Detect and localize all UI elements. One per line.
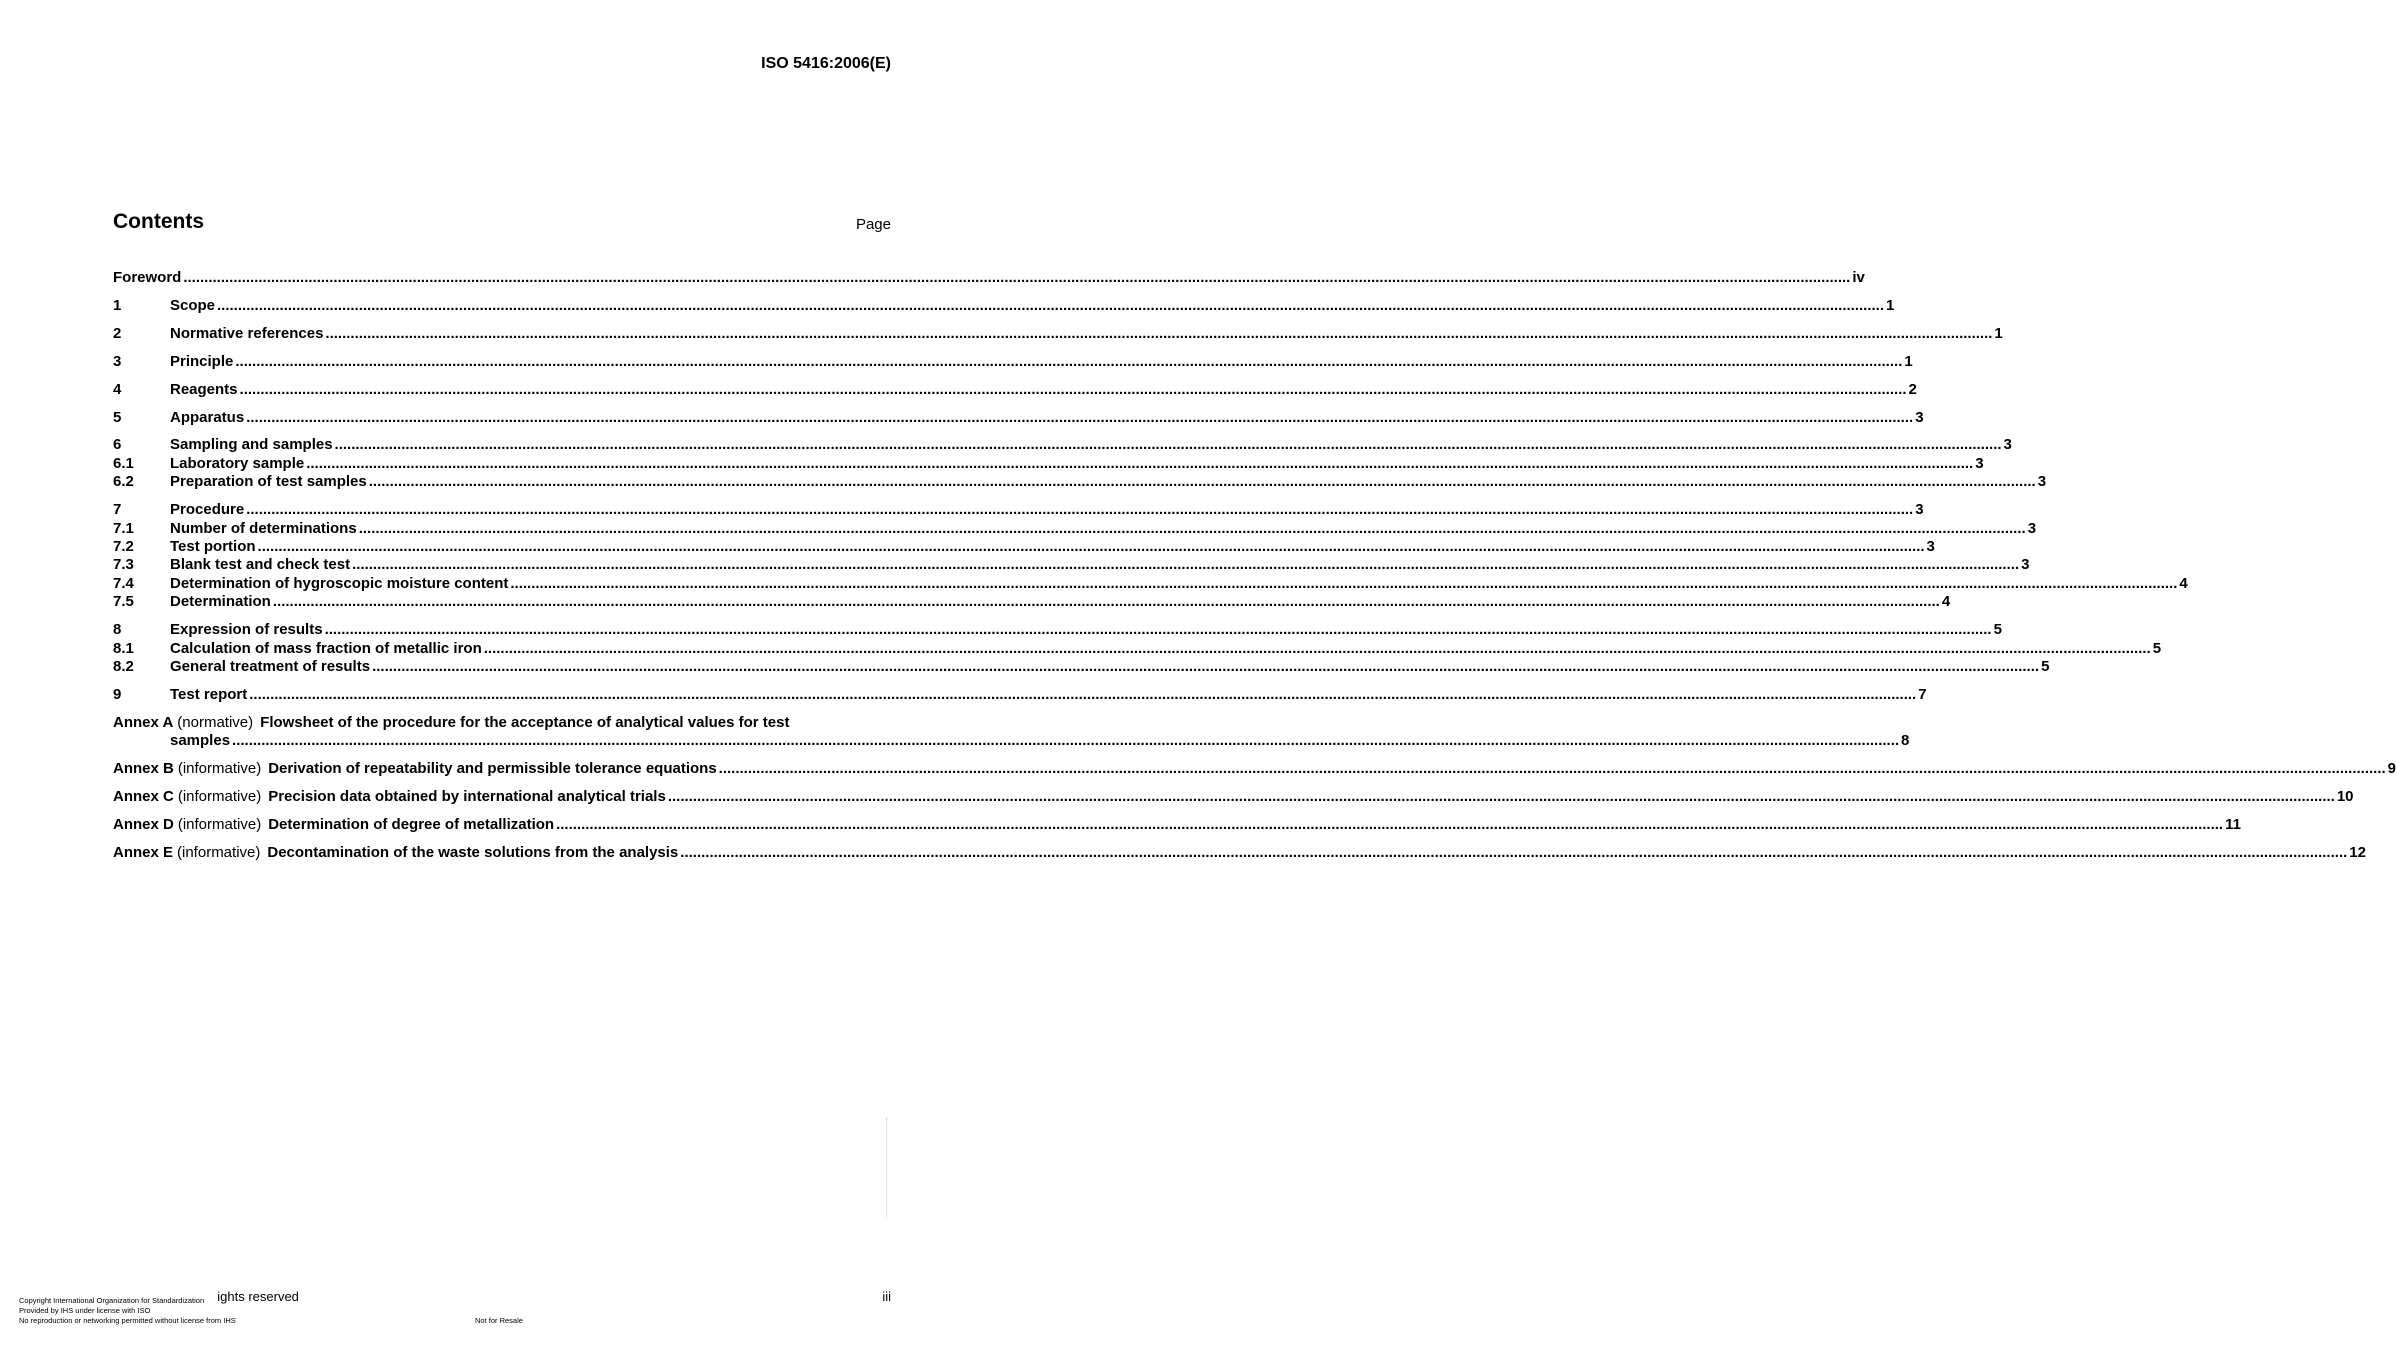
annex-label: Annex A <box>113 713 174 731</box>
toc-entry-title: Calculation of mass fraction of metallic iron <box>170 639 482 657</box>
toc-leader-dots: ................................................................................................................................................................................................................................................................................................................................................................................................................ <box>257 537 1925 555</box>
toc-entry-title: Principle <box>170 352 234 370</box>
toc-entry[interactable] <box>113 473 2047 491</box>
toc-entry[interactable] <box>113 296 1895 315</box>
toc-leader-dots: ................................................................................................................................................................................................................................................................................................................................................................................................................ <box>232 732 1900 750</box>
toc-entry[interactable] <box>113 380 1917 399</box>
toc-group <box>113 436 2047 491</box>
toc-entry-number: 5 <box>113 408 122 426</box>
annex-title: Flowsheet of the procedure for the acceptance of analytical values for test <box>260 713 790 731</box>
toc-entry-page: 3 <box>1975 454 1984 472</box>
toc-entry[interactable] <box>113 408 1924 427</box>
toc-leader-dots: ................................................................................................................................................................................................................................................................................................................................................................................................................ <box>249 685 1917 703</box>
toc-entry[interactable] <box>113 519 2037 538</box>
toc-entry-number: 4 <box>113 380 122 398</box>
toc-leader-dots: ................................................................................................................................................................................................................................................................................................................................................................................................................ <box>235 352 1903 370</box>
toc-entry-title: Reagents <box>170 380 238 398</box>
toc-entry-page: 1 <box>1904 352 1913 370</box>
document-id: ISO 5416:2006(E) <box>761 55 891 72</box>
annex-kind: (informative) <box>177 815 262 833</box>
copyright-line: No reproduction or networking permitted without license from IHS <box>19 1316 236 1326</box>
toc-entry-page: 10 <box>2336 787 2354 805</box>
toc-entry-title: Blank test and check test <box>170 556 351 574</box>
toc-entry-number: 7.5 <box>113 593 134 611</box>
toc-entry-page: 3 <box>2021 556 2030 574</box>
toc-entry-title: Procedure <box>170 501 245 519</box>
footer-page-number: iii <box>882 1289 891 1304</box>
toc-group <box>113 685 1927 704</box>
toc-entry-number: 9 <box>113 685 122 703</box>
toc-group-annex-a <box>113 713 1910 751</box>
toc-entry-title: Normative references <box>170 324 324 342</box>
toc-entry[interactable] <box>113 556 2030 574</box>
toc-entry-title: Test portion <box>170 537 256 555</box>
toc-entry[interactable] <box>113 436 2012 454</box>
toc-entry-page: 3 <box>1915 501 1924 519</box>
toc-entry[interactable] <box>113 269 1865 287</box>
copyright-line: Provided by IHS under license with ISO <box>19 1306 151 1316</box>
toc-entry-title: Determination <box>170 593 271 611</box>
toc-group-annex <box>113 760 2396 778</box>
toc-entry-page: 9 <box>2387 760 2396 778</box>
toc-entry-page: 4 <box>2179 574 2188 592</box>
toc-leader-dots: ................................................................................................................................................................................................................................................................................................................................................................................................................ <box>325 324 1993 342</box>
toc-group <box>113 352 1913 371</box>
toc-entry-page: 3 <box>2037 473 2047 491</box>
toc-leader-dots: ................................................................................................................................................................................................................................................................................................................................................................................................................ <box>358 519 2026 537</box>
toc-entry-page: 4 <box>1941 593 1951 611</box>
toc-entry-title: Scope <box>170 296 216 314</box>
annex-title: Derivation of repeatability and permissible tolerance equations <box>268 760 717 778</box>
toc-entry-annex-a[interactable] <box>113 714 891 732</box>
toc-entry-page: 12 <box>2349 843 2366 861</box>
toc-entry-page: 3 <box>2003 436 2012 454</box>
not-for-resale: Not for Resale <box>475 1316 523 1325</box>
toc-entry-number: 8 <box>113 621 122 639</box>
annex-title: Precision data obtained by international analytical trials <box>268 787 666 805</box>
toc-entry-page: 5 <box>2152 639 2162 657</box>
annex-kind: (informative) <box>177 760 262 778</box>
toc-entry-title: Laboratory sample <box>170 454 305 472</box>
toc-entry[interactable] <box>113 657 2050 676</box>
toc-entry-annex[interactable] <box>113 787 2354 806</box>
annex-kind: (informative) <box>177 787 262 805</box>
footer-rights-text: ights reserved <box>217 1289 299 1304</box>
toc-entry-title: Apparatus <box>170 408 245 426</box>
toc-leader-dots: ................................................................................................................................................................................................................................................................................................................................................................................................................ <box>334 436 2002 454</box>
toc-leader-dots: ................................................................................................................................................................................................................................................................................................................................................................................................................ <box>246 501 1914 519</box>
toc-leader-dots: ................................................................................................................................................................................................................................................................................................................................................................................................................ <box>272 593 1940 611</box>
toc-entry-title: Number of determinations <box>170 519 357 537</box>
toc-group <box>113 269 1865 287</box>
toc-entry-title: Preparation of test samples <box>170 473 367 491</box>
toc-entry[interactable] <box>113 593 1951 611</box>
annex-label: Annex B <box>113 760 174 778</box>
toc-group-annex <box>113 815 2241 834</box>
toc-entry-number: 8.1 <box>113 639 134 657</box>
annex-kind: (normative) <box>177 713 254 731</box>
margin-mark <box>886 1118 891 1218</box>
table-of-contents <box>113 269 2396 872</box>
toc-entry-page: 3 <box>1915 408 1924 426</box>
toc-entry-number: 2 <box>113 324 122 342</box>
toc-entry-number: 7.4 <box>113 574 134 592</box>
toc-entry-number: 7 <box>113 501 122 519</box>
copyright-notice <box>19 1296 236 1327</box>
toc-entry-number: 7.1 <box>113 519 134 537</box>
toc-entry-number: 3 <box>113 352 122 370</box>
toc-entry-annex-a-continued[interactable] <box>113 732 1910 750</box>
toc-entry-page: iv <box>1852 269 1865 286</box>
page-title: Contents <box>113 210 204 233</box>
toc-leader-dots: ................................................................................................................................................................................................................................................................................................................................................................................................................ <box>680 843 2348 861</box>
toc-leader-dots: ................................................................................................................................................................................................................................................................................................................................................................................................................ <box>183 269 1851 286</box>
toc-group-annex <box>113 787 2354 806</box>
toc-entry-page: 3 <box>2027 519 2037 537</box>
toc-leader-dots: ................................................................................................................................................................................................................................................................................................................................................................................................................ <box>718 760 2386 778</box>
toc-group <box>113 408 1924 427</box>
annex-kind: (informative) <box>177 843 261 861</box>
toc-entry-page: 5 <box>2041 657 2050 675</box>
toc-entry-annex[interactable] <box>113 843 2366 862</box>
toc-group <box>113 621 2162 676</box>
toc-entry[interactable] <box>113 324 2003 343</box>
toc-leader-dots: ................................................................................................................................................................................................................................................................................................................................................................................................................ <box>217 296 1885 314</box>
toc-entry-annex[interactable] <box>113 760 2396 778</box>
toc-entry-page: 1 <box>1994 324 2003 342</box>
toc-entry[interactable] <box>113 574 2188 593</box>
toc-entry[interactable] <box>113 537 1935 556</box>
toc-entry[interactable] <box>113 352 1913 371</box>
toc-entry[interactable] <box>113 639 2162 658</box>
toc-leader-dots: ................................................................................................................................................................................................................................................................................................................................................................................................................ <box>306 454 1974 472</box>
toc-leader-dots: ................................................................................................................................................................................................................................................................................................................................................................................................................ <box>352 556 2020 574</box>
toc-entry-page: 5 <box>1993 621 2002 639</box>
toc-entry-number: 6.2 <box>113 473 134 491</box>
toc-entry-number: 7.2 <box>113 537 134 555</box>
copyright-line: Copyright International Organization for Standardization <box>19 1296 205 1305</box>
toc-entry-title: Expression of results <box>170 621 323 639</box>
toc-leader-dots: ................................................................................................................................................................................................................................................................................................................................................................................................................ <box>372 657 2040 675</box>
toc-entry-page: 11 <box>2225 815 2241 833</box>
toc-entry-number: 6.1 <box>113 454 134 472</box>
toc-entry-page: 1 <box>1886 296 1895 314</box>
toc-entry[interactable] <box>113 685 1927 704</box>
toc-entry-title: General treatment of results <box>170 657 371 675</box>
toc-leader-dots: ................................................................................................................................................................................................................................................................................................................................................................................................................ <box>667 787 2335 805</box>
toc-entry[interactable] <box>113 454 1984 473</box>
toc-entry[interactable] <box>113 621 2002 639</box>
annex-label: Annex D <box>113 815 174 833</box>
toc-entry[interactable] <box>113 501 1924 519</box>
toc-group <box>113 296 1895 315</box>
toc-leader-dots: ................................................................................................................................................................................................................................................................................................................................................................................................................ <box>368 473 2036 491</box>
page-column-label: Page <box>855 216 891 233</box>
toc-entry-number: 6 <box>113 436 122 454</box>
annex-title: Decontamination of the waste solutions from the analysis <box>267 843 679 861</box>
toc-leader-dots: ................................................................................................................................................................................................................................................................................................................................................................................................................ <box>556 815 2224 833</box>
toc-entry-title: Sampling and samples <box>170 436 333 454</box>
toc-entry-title: Test report <box>170 685 248 703</box>
annex-label: Annex E <box>113 843 174 861</box>
toc-leader-dots: ................................................................................................................................................................................................................................................................................................................................................................................................................ <box>483 639 2151 657</box>
toc-entry-page: 8 <box>1901 732 1910 750</box>
toc-group <box>113 324 2003 343</box>
toc-entry-page: 3 <box>1926 537 1935 555</box>
toc-leader-dots: ................................................................................................................................................................................................................................................................................................................................................................................................................ <box>510 574 2178 592</box>
toc-group <box>113 380 1917 399</box>
annex-label: Annex C <box>113 787 174 805</box>
toc-entry-title: Foreword <box>113 269 182 286</box>
toc-entry-number: 7.3 <box>113 556 134 574</box>
toc-entry-title: Determination of hygroscopic moisture content <box>170 574 509 592</box>
toc-entry-annex[interactable] <box>113 815 2241 834</box>
toc-entry-number: 1 <box>113 296 122 314</box>
annex-title: Determination of degree of metallization <box>268 815 555 833</box>
annex-title-continued: samples <box>170 732 231 750</box>
toc-leader-dots: ................................................................................................................................................................................................................................................................................................................................................................................................................ <box>324 621 1992 639</box>
toc-group-annex <box>113 843 2366 862</box>
toc-group <box>113 501 2188 611</box>
toc-leader-dots: ................................................................................................................................................................................................................................................................................................................................................................................................................ <box>246 408 1914 426</box>
toc-entry-number: 8.2 <box>113 657 134 675</box>
toc-entry-page: 7 <box>1918 685 1927 703</box>
toc-entry-page: 2 <box>1908 380 1917 398</box>
toc-leader-dots: ................................................................................................................................................................................................................................................................................................................................................................................................................ <box>239 380 1907 398</box>
